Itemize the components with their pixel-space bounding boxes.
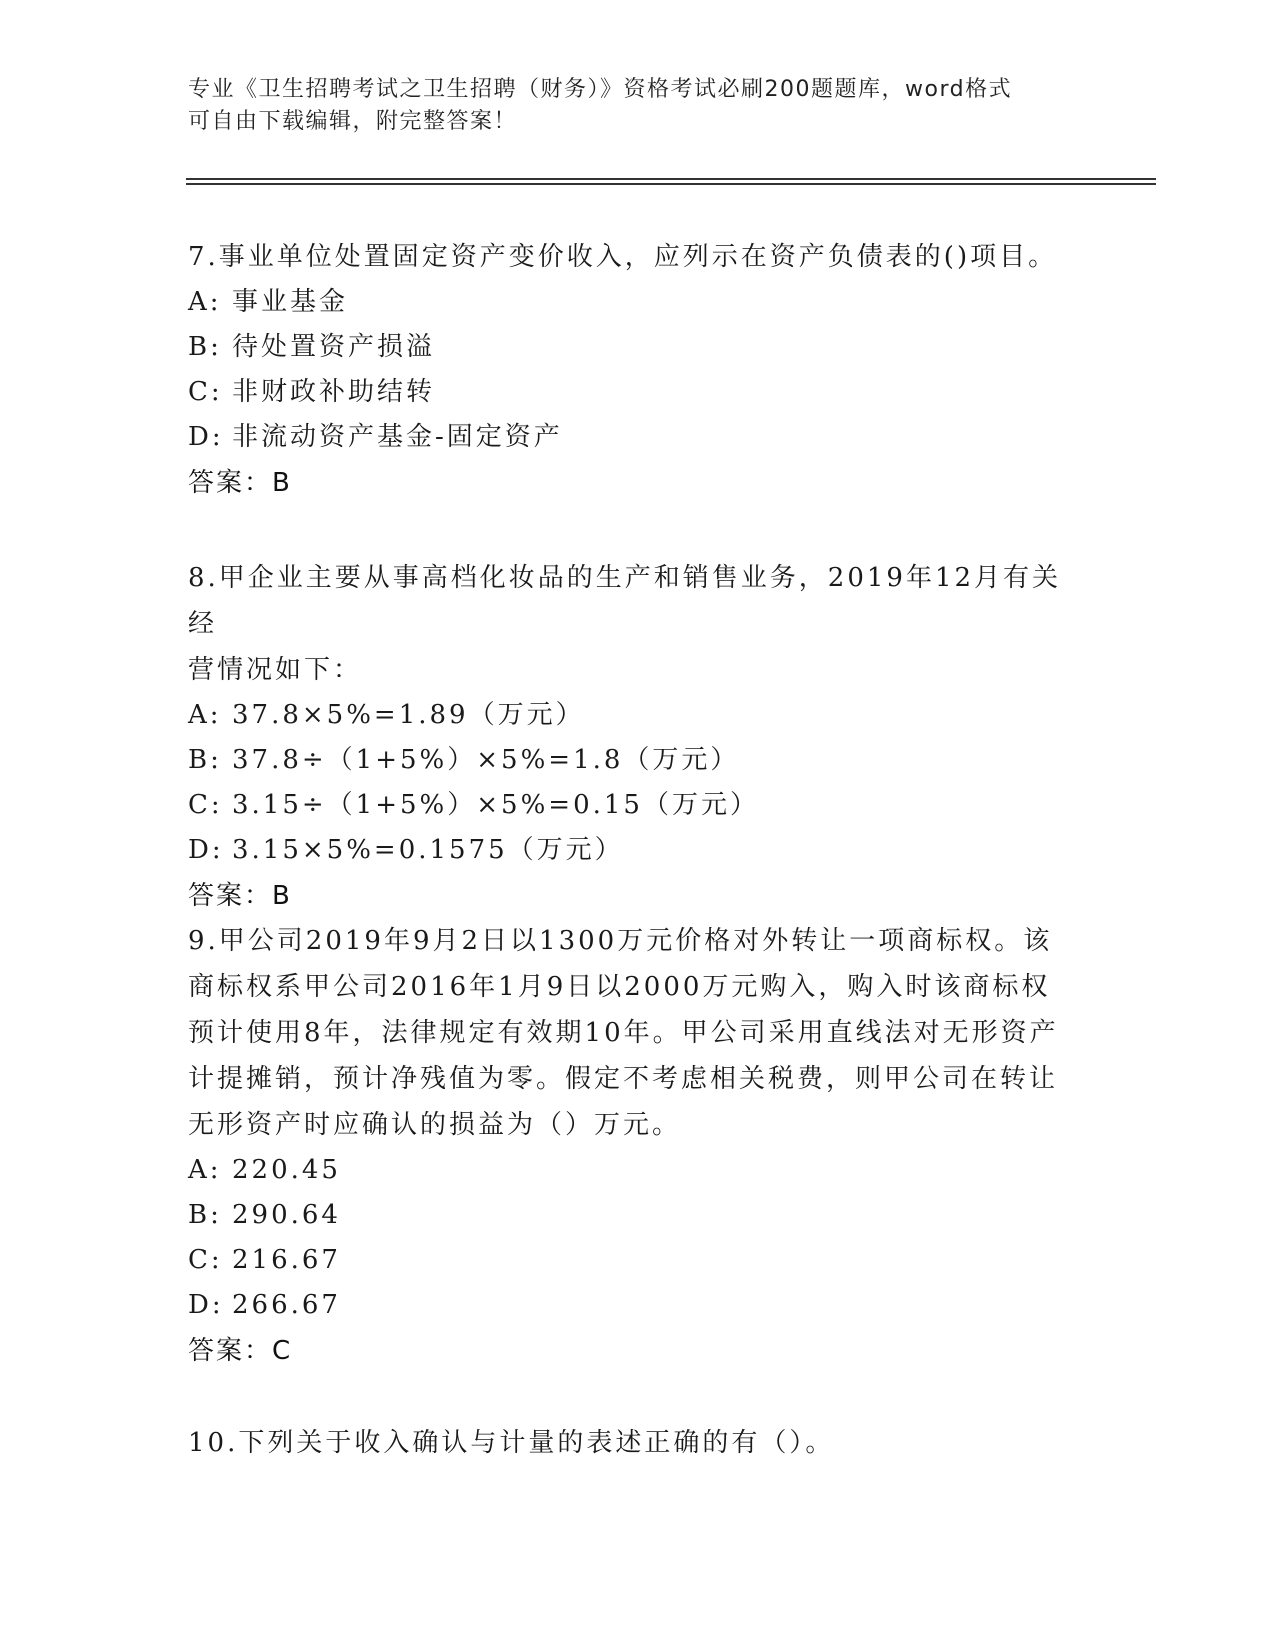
question-7 (188, 234, 1088, 506)
option-text: 37.8÷（1+5%）×5%=1.8（万元） (232, 745, 740, 775)
option-text: 3.15×5%=0.1575（万元） (232, 835, 624, 865)
question-8 (188, 555, 1088, 919)
option-letter: D: (188, 422, 224, 452)
option-text: 待处置资产损溢 (232, 332, 436, 362)
option-text: 事业基金 (232, 287, 349, 317)
option-letter: A: (188, 700, 222, 730)
question-stem-line-1: 9.甲公司2019年9月2日以1300万元价格对外转让一项商标权。该 (188, 926, 1053, 956)
option-letter: B: (188, 332, 222, 362)
option-c (188, 370, 1088, 415)
document-header-note (188, 74, 1088, 138)
option-a (188, 693, 1088, 738)
question-stem-line-3: 预计使用8年，法律规定有效期10年。甲公司采用直线法对无形资产 (188, 1018, 1059, 1048)
option-c (188, 1238, 1088, 1283)
option-text: 266.67 (232, 1290, 341, 1320)
header-divider-top (186, 178, 1156, 180)
option-letter: C: (188, 377, 223, 407)
option-d (188, 1283, 1088, 1328)
answer-line: 答案：C (188, 1336, 293, 1366)
option-text: 216.67 (232, 1245, 341, 1275)
question-stem-line-1: 8.甲企业主要从事高档化妆品的生产和销售业务，2019年12月有关经 (188, 563, 1062, 639)
question-stem-line-2: 商标权系甲公司2016年1月9日以2000万元购入，购入时该商标权 (188, 972, 1051, 1002)
option-letter: A: (188, 287, 222, 317)
option-letter: C: (188, 790, 223, 820)
question-stem-line-5: 无形资产时应确认的损益为（）万元。 (188, 1110, 682, 1140)
option-d (188, 828, 1088, 873)
question-9 (188, 918, 1088, 1374)
option-text: 220.45 (232, 1155, 341, 1185)
option-b (188, 738, 1088, 783)
option-letter: B: (188, 745, 222, 775)
option-text: 非流动资产基金-固定资产 (232, 422, 563, 452)
answer-line: 答案：B (188, 468, 292, 498)
option-a (188, 1148, 1088, 1193)
question-stem: 7.事业单位处置固定资产变价收入，应列示在资产负债表的()项目。 (188, 242, 1058, 272)
option-a (188, 280, 1088, 325)
question-stem: 10.下列关于收入确认与计量的表述正确的有（）。 (188, 1428, 835, 1458)
option-text: 3.15÷（1+5%）×5%=0.15（万元） (232, 790, 759, 820)
option-letter: C: (188, 1245, 223, 1275)
header-line-1: 专业《卫生招聘考试之卫生招聘（财务）》资格考试必刷200题题库，word格式 (188, 77, 1013, 102)
header-divider-bottom (186, 183, 1156, 185)
option-letter: D: (188, 835, 224, 865)
question-stem-line-2: 营情况如下： (188, 655, 363, 685)
option-text: 非财政补助结转 (232, 377, 436, 407)
question-10 (188, 1420, 1088, 1466)
question-stem-line-4: 计提摊销，预计净残值为零。假定不考虑相关税费，则甲公司在转让 (188, 1064, 1059, 1094)
option-c (188, 783, 1088, 828)
option-text: 290.64 (232, 1200, 341, 1230)
answer-line: 答案：B (188, 881, 292, 911)
option-text: 37.8×5%=1.89（万元） (232, 700, 585, 730)
option-letter: A: (188, 1155, 222, 1185)
option-d (188, 415, 1088, 460)
option-letter: D: (188, 1290, 224, 1320)
option-b (188, 1193, 1088, 1238)
option-b (188, 325, 1088, 370)
option-letter: B: (188, 1200, 222, 1230)
header-line-2: 可自由下载编辑，附完整答案！ (188, 109, 518, 134)
